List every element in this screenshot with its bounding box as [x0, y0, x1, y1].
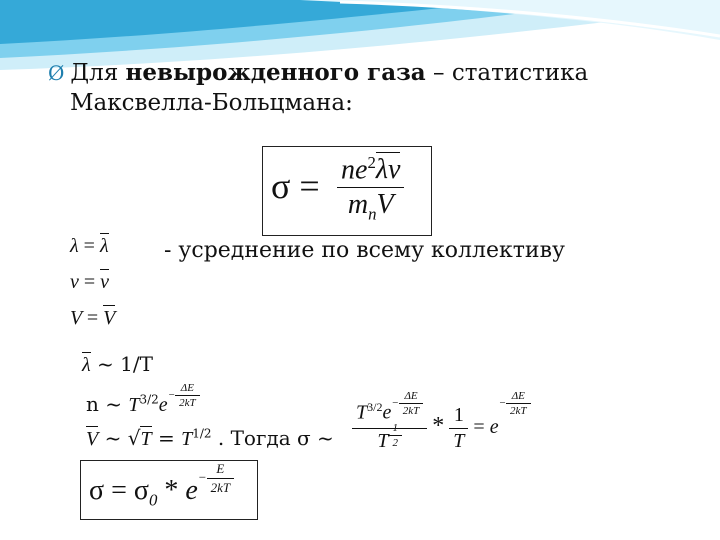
subscript-n: n — [368, 204, 377, 224]
derivation-main-fraction: $T^{3/2}e-$ $\frac{\Delta E}{2kT}$ T $\frac{1}{2}$ — [352, 400, 427, 457]
bullet-arrow-icon: Ø — [48, 61, 65, 85]
togda-text: . Тогда σ ~ — [217, 426, 334, 450]
avg-line-lambda: λ = λ — [70, 235, 109, 257]
heading-line-2: Максвелла-Больцмана: — [70, 90, 353, 116]
averaging-description: - усреднение по всему коллективу — [164, 238, 565, 263]
velocity-avg: V — [376, 189, 394, 221]
averages-list — [70, 228, 115, 336]
heading-intro: Для — [70, 60, 126, 86]
heading-line-1 — [48, 58, 588, 88]
avg-line-v: V = V — [70, 307, 116, 329]
equals-sign: = — [299, 166, 320, 206]
heading-emphasis: невырожденного газа — [125, 59, 426, 86]
derivation-formula: $T^{3/2}e-$ $\frac{\Delta E}{2kT}$ T $\frac{1}{2}$ * $\frac{1}{T}$ = e− $\frac{\Delta E}{2kT}$ — [352, 400, 531, 457]
n-relation: n ~ $T^{3/2}e-$ $\frac{\Delta E}{2kT}$ — [86, 392, 200, 419]
final-formula-box: $\sigma = \sigma_0 * e-$ $\frac{E}{2kT}$ — [80, 460, 258, 520]
lambda-relation: λ ~ 1/T — [82, 352, 153, 376]
velocity-relation: V ~ $√T = T^{1/2}$ . Тогда σ ~ — [86, 426, 334, 450]
main-fraction — [337, 153, 404, 225]
one-over-t-fraction: $\frac{1}{T}$ — [449, 404, 468, 453]
main-formula-box — [262, 146, 432, 236]
avg-line-nu: ν = ν — [70, 271, 110, 293]
denominator-m: m — [347, 189, 369, 221]
numerator-ne: ne — [341, 154, 368, 186]
lambda-avg: λ — [375, 154, 388, 186]
power-two: 2 — [367, 153, 376, 172]
sigma-symbol: σ — [271, 166, 291, 206]
nu-avg: ν — [387, 154, 401, 186]
heading-rest: – статистика — [425, 60, 589, 86]
